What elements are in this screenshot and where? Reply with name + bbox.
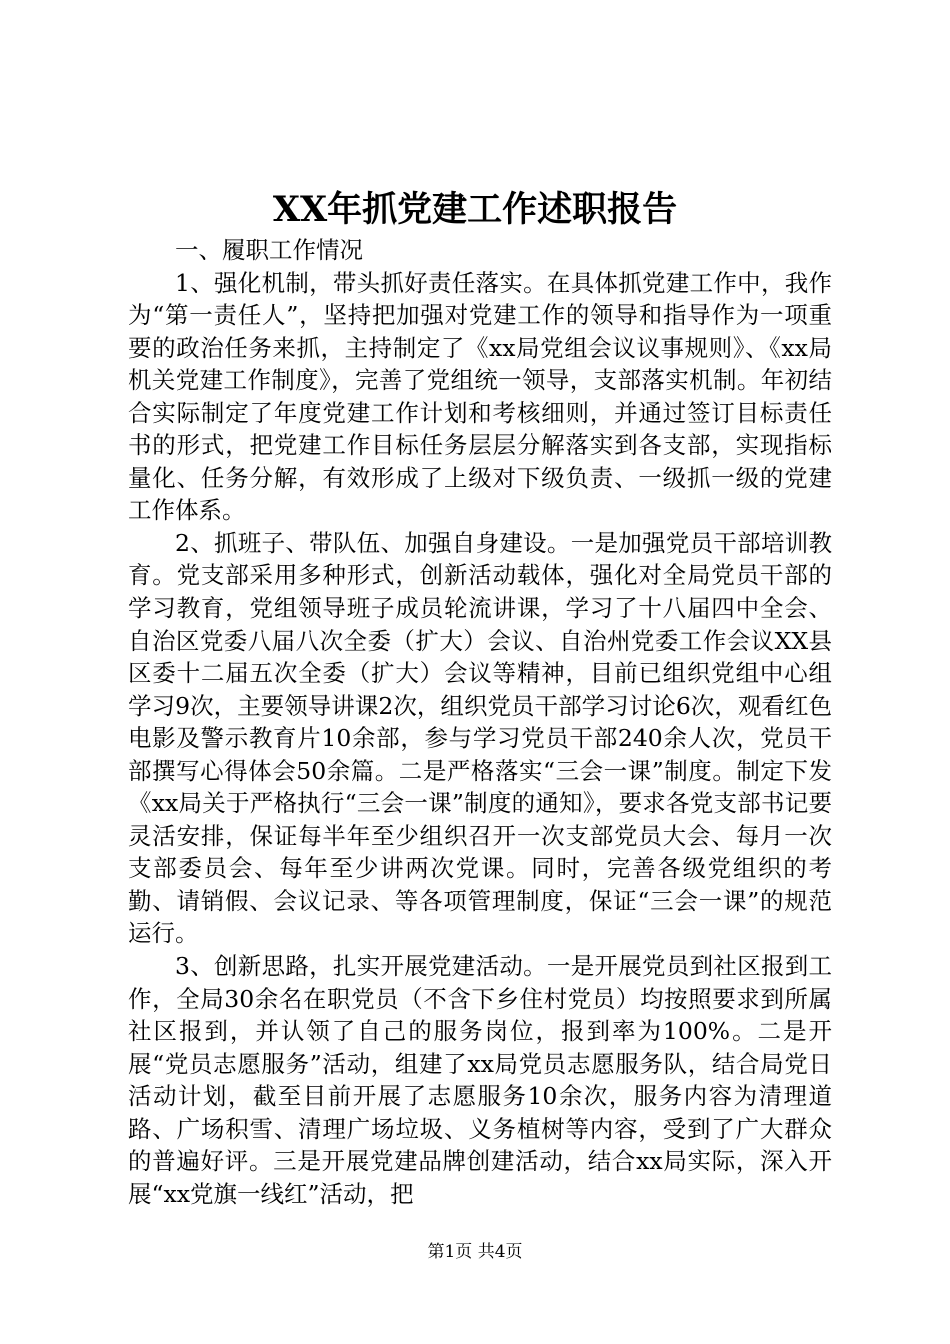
section-heading: 一、履职工作情况	[175, 236, 363, 264]
paragraph-1: 1、强化机制，带头抓好责任落实。在具体抓党建工作中，我作为“第一责任人”，坚持把加强对党建工作的领导和指导作为一项重要的政治任务来抓，主持制定了《xx局党组会议议事规则》、《xx局机关党建工作制度》，完善了党组统一领导，支部落实机制。年初结合实际制定了年度党建工作计划和考核细则，并通过签订目标责任书的形式，把党建工作目标任务层层分解落实到各支部，实现指标量化、任务分解，有效形成了上级对下级负责、一级抓一级的党建工作体系。	[128, 268, 832, 525]
document-body	[128, 234, 832, 1210]
paragraph-3: 3、创新思路，扎实开展党建活动。一是开展党员到社区报到工作，全局30余名在职党员（不含下乡住村党员）均按照要求到所属社区报到，并认领了自己的服务岗位，报到率为100%。二是开展“党员志愿服务”活动，组建了xx局党员志愿服务队，结合局党日活动计划，截至目前开展了志愿服务10余次，服务内容为清理道路、广场积雪、清理广场垃圾、义务植树等内容，受到了广大群众的普遍好评。三是开展党建品牌创建活动，结合xx局实际，深入开展“xx党旗一线红”活动，把	[128, 952, 832, 1208]
document-title: XX年抓党建工作述职报告	[272, 189, 678, 230]
paragraph-2: 2、抓班子、带队伍、加强自身建设。一是加强党员干部培训教育。党支部采用多种形式，创新活动载体，强化对全局党员干部的学习教育，党组领导班子成员轮流讲课，学习了十八届四中全会、自治区党委八届八次全委（扩大）会议、自治州党委工作会议XX县区委十二届五次全委（扩大）会议等精神，目前已组织党组中心组学习9次，主要领导讲课2次，组织党员干部学习讨论6次，观看红色电影及警示教育片10余部，参与学习党员干部240余人次，党员干部撰写心得体会50余篇。二是严格落实“三会一课”制度。制定下发《xx局关于严格执行“三会一课”制度的通知》，要求各党支部书记要灵活安排，保证每半年至少组织召开一次支部党员大会、每月一次支部委员会、每年至少讲两次党课。同时，完善各级党组织的考勤、请销假、会议记录、等各项管理制度，保证“三会一课”的规范运行。	[128, 528, 832, 948]
page-footer: 第1页 共4页	[427, 1242, 523, 1262]
